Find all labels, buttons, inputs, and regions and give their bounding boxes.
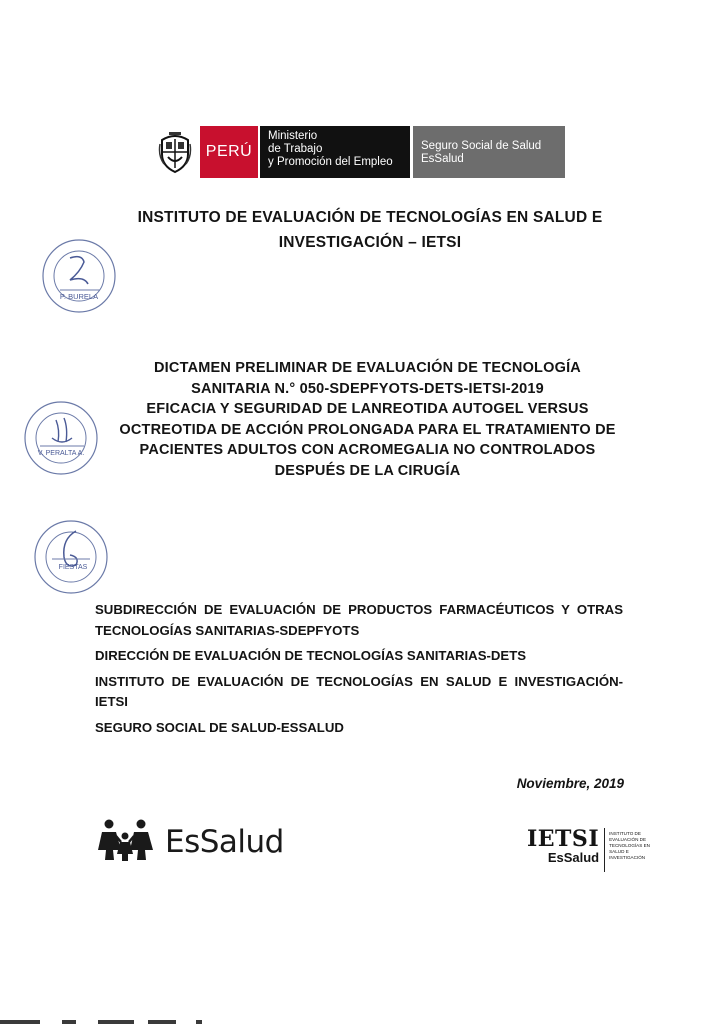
stamp-label: FIESTAS xyxy=(58,564,88,571)
ietsi-logo xyxy=(527,828,651,872)
ministry-line: y Promoción del Empleo xyxy=(268,156,393,168)
seal-stamp-icon xyxy=(40,236,118,316)
government-header-banner xyxy=(150,126,565,178)
responsible-bodies-list xyxy=(95,600,623,743)
dictamen-title-line: PACIENTES ADULTOS CON ACROMEGALIA NO CONTROLADOS xyxy=(139,442,596,458)
agency-line: Seguro Social de Salud xyxy=(421,140,542,152)
agency-line: EsSalud xyxy=(421,153,464,165)
ietsi-logo-description: INSTITUTO DE EVALUACIÓN DE TECNOLOGÍAS EN SALUD E INVESTIGACIÓN xyxy=(609,831,650,860)
institute-title xyxy=(70,205,670,255)
ministry-label xyxy=(258,126,410,178)
essalud-family-icon xyxy=(97,818,159,867)
ietsi-logo-word: IETSI xyxy=(527,826,600,852)
dictamen-title-line: DESPUÉS DE LA CIRUGÍA xyxy=(274,462,461,479)
ministry-line: de Trabajo xyxy=(268,143,323,155)
document-date: Noviembre, 2019 xyxy=(516,776,624,791)
dictamen-title-line: OCTREOTIDA DE ACCIÓN PROLONGADA PARA EL TRATAMIENTO DE xyxy=(119,421,616,438)
stamp-label: P. BURELA xyxy=(59,292,99,301)
dictamen-title-line: SANITARIA N.° 050-SDEPFYOTS-DETS-IETSI-2019 xyxy=(191,380,544,397)
institute-title-line: INVESTIGACIÓN – IETSI xyxy=(278,234,462,251)
essalud-logo-text: EsSalud xyxy=(165,824,284,860)
stamp-label: V. PERALTA A. xyxy=(37,450,85,457)
dictamen-title-line: EFICACIA Y SEGURIDAD DE LANREOTIDA AUTOGEL VERSUS xyxy=(146,401,589,417)
responsible-body: SEGURO SOCIAL DE SALUD-ESSALUD xyxy=(95,719,344,735)
peru-coat-of-arms-icon xyxy=(150,126,200,178)
responsible-body: INSTITUTO DE EVALUACIÓN DE TECNOLOGÍAS EN SALUD E INVESTIGACIÓN-IETSI xyxy=(95,673,623,709)
agency-label xyxy=(410,126,565,178)
seal-stamp-icon xyxy=(32,517,110,597)
ministry-line: Ministerio xyxy=(268,130,318,142)
ietsi-logo-mark xyxy=(527,828,605,872)
responsible-body: SUBDIRECCIÓN DE EVALUACIÓN DE PRODUCTOS FARMACÉUTICOS Y OTRAS TECNOLOGÍAS SANITARIAS-SDEPFYOTS xyxy=(95,602,623,638)
dictamen-title-line: DICTAMEN PRELIMINAR DE EVALUACIÓN DE TECNOLOGÍA xyxy=(154,360,581,376)
seal-stamp-icon xyxy=(22,398,100,478)
ietsi-logo-sub: EsSalud xyxy=(547,850,600,865)
dictamen-title xyxy=(95,358,640,481)
responsible-body: DIRECCIÓN DE EVALUACIÓN DE TECNOLOGÍAS SANITARIAS-DETS xyxy=(95,648,527,663)
scan-edge-artifact xyxy=(0,1018,722,1024)
institute-title-line: INSTITUTO DE EVALUACIÓN DE TECNOLOGÍAS EN SALUD E xyxy=(137,209,603,226)
country-label: PERÚ xyxy=(200,126,258,178)
essalud-logo xyxy=(97,818,284,866)
